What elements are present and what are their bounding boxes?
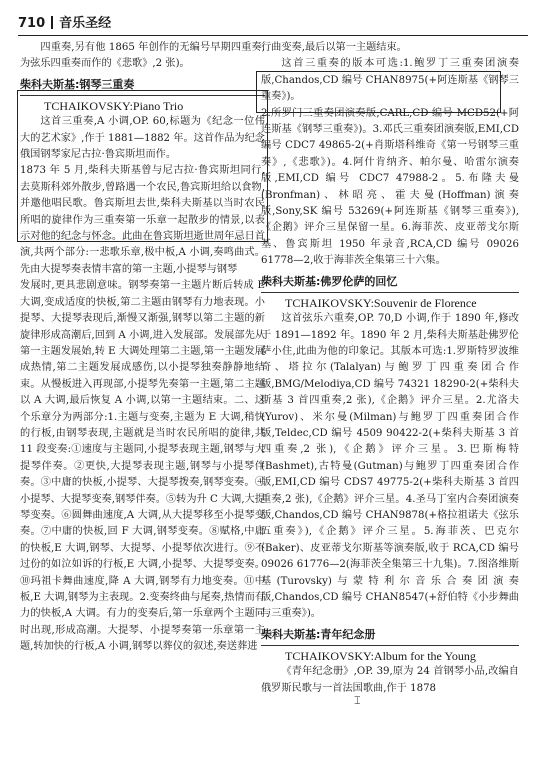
left-intro: 四重奏,另有他 1865 年创作的无编号早期四重奏,为弦乐四重奏而作的《悲歌》,2 张)。 — [20, 42, 265, 70]
header-rule — [18, 35, 528, 36]
book-title: 音乐圣经 — [59, 16, 112, 31]
english-title-souvenir: TCHAIKOVSKY:Souvenir de Florence — [285, 295, 477, 310]
right-column — [261, 40, 519, 697]
section-title-piano-trio: 柴科夫斯基:钢琴三重奏 — [20, 76, 265, 96]
album-body: 《青年纪念册》,OP. 39,原为 24 首钢琴小品,改编自俄罗斯民歌与一首法国歌曲,作于 1878 — [261, 666, 519, 694]
header-divider — [51, 16, 53, 29]
english-title-piano-trio: TCHAIKOVSKY:Piano Trio — [44, 98, 184, 113]
text-cursor-icon: ⌶ — [354, 694, 361, 707]
piano-trio-box-text: 这首三重奏,A 小调,OP. 60,标题为《纪念一位伟大的艺术家》,作于 1881—1882 年。这首作品为纪念俄国钢琴家尼古拉·鲁宾斯坦而作。 — [20, 116, 265, 161]
piano-trio-body-2: 发展时,更具悲剧意味。钢琴奏第一主题片断后转成 E 大调,变成适度的快板,第二主题由钢琴有力地表现。小提琴、大提琴表现后,渐慢又渐强,钢琴以第二主题的新旋律形成高潮后,回到 A 小调,进入发展部。发展部先从第一主题发展始,转 E 大调处理第二主题,第一主题发展成热情,第二主题发展成感伤,以小提琴独奏静静地结束。从慢板进入再现部,小提琴先奏第一主题,第二主题以 A 大调,最后恢复 A 小调,以第一主题结束。二、这个乐章分为两部分:1.主题与变奏,主题为 E 大调,稍快的行板,由钢琴表现,主题就是当时农民所唱的旋律,共 11 段变奏:①速度与主题同,小提琴表现主题,钢琴与大提琴伴奏。②更快,大提琴表现主题,钢琴与小提琴伴奏。③中庸的快板,小提琴、大提琴拨奏,钢琴变奏。④小提琴、大提琴变奏,钢琴伴奏。⑤转为升 C 大调,大提琴变奏。⑥圆舞曲速度,A 大调,从大提琴移至小提琴变奏。⑦中庸的快板,回 F 大调,钢琴变奏。⑧赋格,中庸的快板,E 大调,钢琴、大提琴、小提琴依次进行。⑨不过份的如泣如诉的行板,E 大调,小提琴、大提琴变奏。⑩玛祖卡舞曲速度,降 A 大调,钢琴有力地变奏。⑪中板,E 大调,钢琴为主表现。2.变奏终曲与尾奏,热情而有力的快板,A 大调。有力的变奏后,第一乐章两个主题同时出现,形成高潮。大提琴、小提琴奏第一乐章第一主题,转加快的行板,A 小调,钢琴以葬仪的叙述,奏送葬进 — [20, 280, 265, 653]
left-column — [20, 40, 265, 656]
souvenir-body: 这首弦乐六重奏,OP. 70,D 小调,作于 1890 年,修改于 1891—1892 年。1890 年 2 月,柴科夫斯基赴佛罗伦萨小住,此曲为他的印象记。其版本可选:1.罗斯特罗波维奇、塔拉尔(Talalyan)与鲍罗丁四重奏团合作版,BMG/Melodiya,CD 编号 74321 18290-2(+柴科夫斯基 3 首四重奏,2 张),《企鹅》评介三星。2.尤洛夫(Yurov)、米尔曼(Milman)与鲍罗丁四重奏团合作版,Teldec,CD 编号 4509 90422-2(+柴科夫斯基 3 首四重奏,2 张),《企鹅》评介三星。3.巴斯梅特(Bashmet),古特曼(Gutman)与鲍罗丁四重奏团合作版,EMI,CD 编号 CDS7 49775-2(+柴科夫斯基 3 首四重奏,2 张),《企鹅》评介三星。4.圣马丁室内合奏团演奏版,Chandos,CD 编号 CHAN9878(+格拉祖诺夫《弦乐五重奏》),《企鹅》评介三星。5.海菲茨、巴克尔(Baker)、皮亚蒂戈尔斯基等演奏版,收于 RCA,CD 编号 09026 61776—2(海菲茨全集第三十九集)。7.图洛维斯基(Turovsky)与蒙特利尔音乐合奏团演奏版,Chandos,CD 编号 CHAN8547(+舒伯特《小步舞曲与三重奏》)。 — [261, 313, 519, 620]
piano-trio-body-1: 1873 年 5 月,柴科夫斯基曾与尼古拉·鲁宾斯坦同行,去莫斯科郊外散步,曾路遇一个农民,鲁宾斯坦给以食物,并邀他唱民歌。鲁宾斯坦去世,柴科夫斯基以当时农民所唱的旋律作为三重奏第一乐章一起散步的情景,以表示对他的纪念与怀念。此曲在鲁宾斯坦逝世周年忌日首演,共两个部分:一悲歌乐章,极中板,A 小调,奏鸣曲式。先由大提琴奏表情丰富的第一主题,小提琴与钢琴 — [20, 165, 265, 275]
english-title-album: TCHAIKOVSKY:Album for the Young — [285, 648, 476, 663]
versions-box-text: 这首三重奏的版本可选:1.鲍罗丁三重奏团演奏版,Chandos,CD 编号 CHAN8975(+阿连斯基《钢琴三重奏》)。 — [261, 58, 519, 103]
versions-list: 2.所罗门三重奏团演奏版,CARL,CD 编号 MCD52(+阿连斯基《钢琴三重奏》)。3.邓氏三重奏团演奏版,EMI,CD 编号 CDC7 49865-2(+肖斯塔科维奇《第一号钢琴三重奏》,《悲歌》)。4.阿什肯纳齐、帕尔曼、哈雷尔演奏版,EMI,CD 编号 CDC7 47988-2。5.布隆夫曼(Bronfman)、林昭亮、霍夫曼(Hoffman)演奏版,Sony,SK 编号 53269(+阿连斯基《钢琴三重奏》),《企鹅》评介三星保留一星。6.海菲茨、皮亚蒂戈尔斯基、鲁宾斯坦 1950 年录音,RCA,CD 编号 09026 61778—2,收于海菲茨全集第三十六集。 — [261, 107, 519, 267]
right-intro: 行曲变奏,最后以第一主题结束。 — [261, 42, 407, 53]
section-title-album: 柴科夫斯基:青年纪念册 — [261, 626, 519, 646]
section-title-souvenir: 柴科夫斯基:佛罗伦萨的回忆 — [261, 273, 519, 293]
page-number: 710 — [18, 16, 46, 31]
page-header — [18, 12, 528, 34]
